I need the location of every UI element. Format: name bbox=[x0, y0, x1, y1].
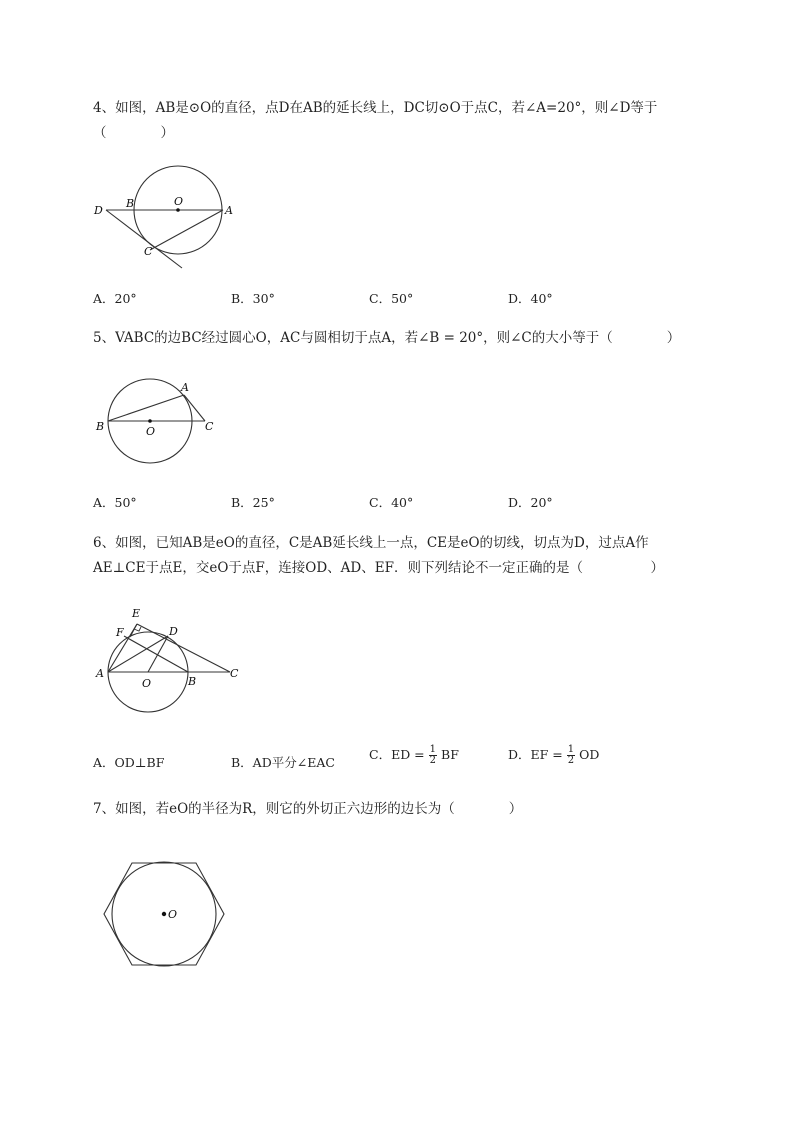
q6-label-E: E bbox=[132, 607, 141, 620]
q4-label-A: A bbox=[225, 204, 233, 217]
q6-option-d bbox=[508, 745, 599, 766]
q6-label-B: B bbox=[188, 675, 197, 688]
q6-label-F: F bbox=[116, 626, 124, 639]
question-6-figure bbox=[92, 603, 252, 718]
q7-center-dot bbox=[162, 912, 166, 916]
q5-option-d: D．20° bbox=[508, 495, 553, 510]
question-7-line-1: 7、如图，若eO的半径为R，则它的外切正六边形的边长为（ ） bbox=[93, 801, 523, 817]
q6-label-O: O bbox=[142, 677, 152, 690]
q5-option-a: A．50° bbox=[93, 495, 137, 510]
q6-line-EC bbox=[137, 624, 230, 672]
question-5-text bbox=[93, 326, 680, 351]
q6-option-c-denominator: 2 bbox=[429, 755, 437, 766]
q6-option-d-suffix: OD bbox=[579, 747, 600, 762]
q6-line-AD bbox=[108, 636, 168, 672]
question-7-text bbox=[93, 797, 522, 822]
question-5-line-1: 5、VABC的边BC经过圆心O，AC与圆相切于点A，若∠B = 20°，则∠C的大小等于（ ） bbox=[93, 330, 681, 346]
q4-option-c: C．50° bbox=[369, 291, 414, 306]
q6-line-FB bbox=[124, 636, 188, 672]
question-6-options bbox=[93, 745, 713, 775]
q4-option-b: B．30° bbox=[231, 291, 275, 306]
q5-option-b: B．25° bbox=[231, 495, 275, 510]
q4-label-D: D bbox=[94, 204, 103, 217]
question-5-figure bbox=[92, 374, 227, 469]
question-4-line-1: 4、如图，AB是⊙O的直径，点D在AB的延长线上，DC切⊙O于点C，若∠A=20°，则∠D等于 bbox=[93, 100, 658, 116]
q6-option-d-denominator: 2 bbox=[567, 755, 575, 766]
q6-option-c bbox=[369, 745, 459, 766]
q4-label-C: C bbox=[144, 245, 153, 258]
question-4-line-2: （ ） bbox=[93, 125, 174, 141]
q6-option-d-prefix: D．EF = bbox=[508, 747, 563, 762]
q6-option-c-numerator: 1 bbox=[429, 744, 437, 755]
q5-label-O: O bbox=[146, 425, 156, 438]
q4-option-d: D．40° bbox=[508, 291, 553, 306]
question-4-text bbox=[93, 96, 657, 146]
q6-option-c-prefix: C．ED = bbox=[369, 747, 425, 762]
q4-center-dot bbox=[176, 208, 180, 212]
q6-label-D: D bbox=[169, 625, 178, 638]
q5-label-B: B bbox=[96, 420, 105, 433]
q6-option-c-suffix: BF bbox=[441, 747, 459, 762]
question-6-line-1: 6、如图，已知AB是eO的直径，C是AB延长线上一点，CE是eO的切线，切点为D，过点A作 bbox=[93, 535, 649, 551]
q6-label-C: C bbox=[230, 667, 239, 680]
q5-label-C: C bbox=[205, 420, 214, 433]
question-6-line-2: AE⊥CE于点E，交eO于点F，连接OD、AD、EF．则下列结论不一定正确的是（ ） bbox=[93, 560, 664, 576]
q6-option-d-fraction bbox=[567, 745, 575, 766]
q6-option-b: B．AD平分∠EAC bbox=[231, 755, 335, 770]
q6-option-d-numerator: 1 bbox=[567, 744, 575, 755]
q4-line-AC bbox=[150, 210, 223, 250]
q5-center-dot bbox=[148, 419, 152, 423]
q6-option-c-fraction bbox=[429, 745, 437, 766]
q5-option-c: C．40° bbox=[369, 495, 414, 510]
q4-label-O: O bbox=[174, 195, 184, 208]
question-6-text bbox=[93, 531, 664, 581]
q6-option-a: A．OD⊥BF bbox=[93, 755, 165, 770]
q5-line-BA bbox=[108, 395, 184, 421]
q4-label-B: B bbox=[126, 197, 135, 210]
q7-label-O: O bbox=[168, 908, 178, 921]
question-4-figure bbox=[90, 160, 250, 275]
q5-label-A: A bbox=[181, 381, 189, 394]
q4-option-a: A．20° bbox=[93, 291, 137, 306]
q6-label-A: A bbox=[96, 667, 104, 680]
question-7-figure bbox=[100, 857, 230, 972]
q5-line-AC bbox=[184, 395, 205, 421]
